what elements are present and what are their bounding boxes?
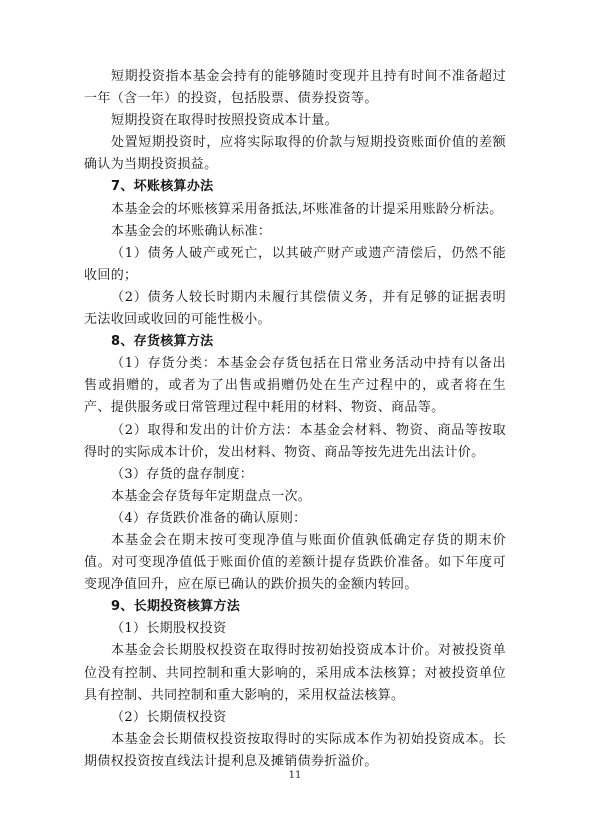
paragraph-inventory-valuation: （2）取得和发出的计价方法：本基金会材料、物资、商品等按取得时的实际成本计价，发出材料、物资、商品等按先进先出法计价。	[84, 422, 506, 460]
paragraph-inventory-impairment-principle: （4）存货跌价准备的确认原则：	[111, 510, 307, 526]
paragraph-inventory-impairment-detail: 本基金会在期末按可变现净值与账面价值孰低确定存货的期末价值。对可变现净值低于账面价值的差额计提存货跌价准备。如下年度可变现净值回升，应在原已确认的跌价损失的金额内转回。	[84, 532, 506, 593]
list-item-bad-debt-1: （1）债务人破产或死亡，以其破产财产或遗产清偿后，仍然不能收回的；	[84, 245, 506, 283]
paragraph-inventory-classification: （1）存货分类：本基金会存货包括在日常业务活动中持有以备出售或捐赠的，或者为了出售或捐赠仍处在生产过程中的，或者将在生产、提供服务或日常管理过程中耗用的材料、物资、商品等。	[84, 356, 506, 416]
paragraph-long-term-equity-investment-title: （1）长期股权投资	[111, 621, 227, 637]
paragraph-inventory-count-frequency: 本基金会存货每年定期盘点一次。	[111, 488, 312, 504]
paragraph-long-term-debt-investment-detail: 本基金会长期债权投资按取得时的实际成本作为初始投资成本。长期债权投资按直线法计提利息及摊销债券折溢价。	[84, 731, 506, 769]
paragraph-bad-debt-criteria: 本基金会的坏账确认标准：	[111, 223, 272, 239]
paragraph-inventory-count-system: （3）存货的盘存制度：	[111, 466, 254, 482]
section-heading-inventory: 8、存货核算方法	[111, 334, 214, 350]
page-number: 11	[288, 770, 302, 781]
section-heading-bad-debt: 7、坏账核算办法	[111, 179, 214, 195]
paragraph-long-term-debt-investment-title: （2）长期债权投资	[111, 709, 227, 725]
paragraph-short-term-investment-disposal: 处置短期投资时，应将实际取得的价款与短期投资账面价值的差额确认为当期投资损益。	[84, 135, 506, 173]
document-page	[84, 66, 506, 773]
paragraph-short-term-investment-measurement: 短期投资在取得时按照投资成本计量。	[111, 113, 338, 129]
list-item-bad-debt-2: （2）债务人较长时期内未履行其偿债义务，并有足够的证据表明无法收回或收回的可能性极小。	[84, 289, 506, 328]
paragraph-bad-debt-method: 本基金会的坏账核算采用备抵法,坏账准备的计提采用账龄分析法。	[111, 201, 503, 217]
paragraph-long-term-equity-investment-detail: 本基金会长期股权投资在取得时按初始投资成本计价。对被投资单位没有控制、共同控制和重大影响的，采用成本法核算；对被投资单位具有控制、共同控制和重大影响的，采用权益法核算。	[84, 643, 506, 703]
paragraph-short-term-investment-definition: 短期投资指本基金会持有的能够随时变现并且持有时间不准备超过一年（含一年）的投资，包括股票、债券投资等。	[84, 69, 506, 107]
section-heading-long-term-investment: 9、长期投资核算方法	[111, 599, 241, 615]
